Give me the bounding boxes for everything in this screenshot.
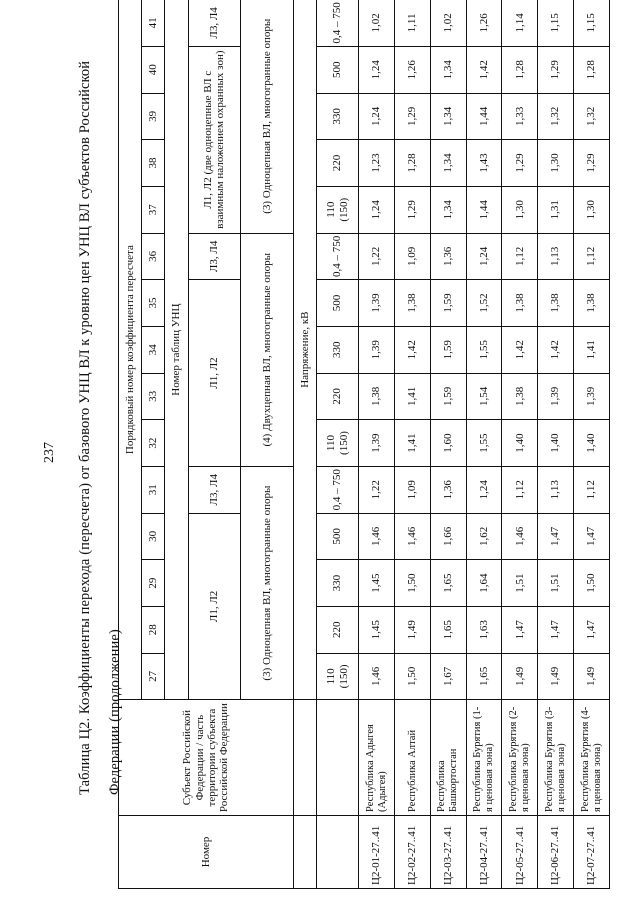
value-cell: 1,34 [430, 140, 466, 187]
value-cell: 1,46 [502, 513, 538, 560]
value-cell: 1,39 [359, 280, 395, 327]
table-row [394, 0, 430, 889]
value-cell: 1,50 [394, 653, 430, 700]
header-coef-number: Порядковый номер коэффициента пересчета [119, 0, 142, 700]
value-cell: 1,24 [466, 233, 502, 280]
value-cell: 1,12 [502, 466, 538, 513]
header-spacer [317, 700, 359, 816]
support-type: (3) Одноцепная ВЛ, многогранные опоры [241, 0, 294, 233]
value-cell: 1,38 [502, 280, 538, 327]
value-cell: 1,47 [574, 606, 610, 653]
header-table-number: Номер таблиц УНЦ [165, 0, 188, 700]
row-region: Республика Бурятия (1-я ценовая зона) [466, 700, 502, 816]
value-cell: 1,47 [574, 513, 610, 560]
value-cell: 1,67 [430, 653, 466, 700]
value-cell: 1,38 [574, 280, 610, 327]
value-cell: 1,38 [359, 373, 395, 420]
table-group: Л1, Л2 [188, 280, 241, 467]
value-cell: 1,49 [502, 653, 538, 700]
value-cell: 1,38 [394, 280, 430, 327]
value-cell: 1,63 [466, 606, 502, 653]
table-group: Л1, Л2 (две одноцепные ВЛ с взаимным наложением охранных зон) [188, 46, 241, 233]
table-group: Л3, Л4 [188, 233, 241, 280]
table-row [359, 0, 395, 889]
value-cell: 1,50 [574, 560, 610, 607]
value-cell: 1,45 [359, 606, 395, 653]
table-row [538, 0, 574, 889]
value-cell: 1,40 [502, 420, 538, 467]
row-code: Ц2-02-27..41 [394, 815, 430, 888]
row-code: Ц2-07-27..41 [574, 815, 610, 888]
row-code: Ц2-05-27..41 [502, 815, 538, 888]
column-number: 27 [142, 653, 165, 700]
value-cell: 1,49 [394, 606, 430, 653]
value-cell: 1,39 [359, 420, 395, 467]
value-cell: 1,36 [430, 233, 466, 280]
row-region: Республика Бурятия (3-я ценовая зона) [538, 700, 574, 816]
value-cell: 1,47 [502, 606, 538, 653]
value-cell: 1,45 [359, 560, 395, 607]
value-cell: 1,29 [394, 186, 430, 233]
value-cell: 1,32 [574, 93, 610, 140]
column-number: 36 [142, 233, 165, 280]
voltage: 110 (150) [317, 420, 359, 467]
value-cell: 1,26 [466, 0, 502, 46]
value-cell: 1,60 [430, 420, 466, 467]
value-cell: 1,54 [466, 373, 502, 420]
row-region: Республика Башкортостан [430, 700, 466, 816]
value-cell: 1,65 [466, 653, 502, 700]
value-cell: 1,15 [538, 0, 574, 46]
row-code: Ц2-03-27..41 [430, 815, 466, 888]
value-cell: 1,42 [466, 46, 502, 93]
table-group: Л3, Л4 [188, 466, 241, 513]
value-cell: 1,55 [466, 326, 502, 373]
value-cell: 1,49 [538, 653, 574, 700]
value-cell: 1,49 [574, 653, 610, 700]
row-region: Республика Бурятия (2-я ценовая зона) [502, 700, 538, 816]
table-body [119, 0, 610, 889]
coefficient-table [118, 0, 610, 889]
value-cell: 1,47 [538, 606, 574, 653]
value-cell: 1,24 [466, 466, 502, 513]
value-cell: 1,59 [430, 280, 466, 327]
row-code: Ц2-01-27..41 [359, 815, 395, 888]
voltage: 500 [317, 46, 359, 93]
column-number: 40 [142, 46, 165, 93]
value-cell: 1,44 [466, 93, 502, 140]
voltage-row [317, 0, 359, 889]
table-row [502, 0, 538, 889]
value-cell: 1,14 [502, 0, 538, 46]
header-spacer [317, 815, 359, 888]
row-region: Республика Бурятия (4-я ценовая зона) [574, 700, 610, 816]
row-code: Ц2-04-27..41 [466, 815, 502, 888]
value-cell: 1,43 [466, 140, 502, 187]
column-number: 41 [142, 0, 165, 46]
value-cell: 1,31 [538, 186, 574, 233]
value-cell: 1,42 [538, 326, 574, 373]
value-cell: 1,46 [359, 513, 395, 560]
support-type: (4) Двухцепная ВЛ, многогранные опоры [241, 233, 294, 466]
value-cell: 1,46 [359, 653, 395, 700]
row-region: Республика Алтай [394, 700, 430, 816]
caption-line-2: Федерации (продолжение) [107, 629, 123, 795]
value-cell: 1,50 [394, 560, 430, 607]
value-cell: 1,12 [574, 233, 610, 280]
voltage: 220 [317, 606, 359, 653]
voltage: 500 [317, 280, 359, 327]
value-cell: 1,65 [430, 606, 466, 653]
value-cell: 1,33 [502, 93, 538, 140]
voltage: 330 [317, 560, 359, 607]
value-cell: 1,28 [502, 46, 538, 93]
row-code: Ц2-06-27..41 [538, 815, 574, 888]
value-cell: 1,29 [574, 140, 610, 187]
value-cell: 1,12 [502, 233, 538, 280]
value-cell: 1,22 [359, 233, 395, 280]
column-number: 29 [142, 560, 165, 607]
value-cell: 1,28 [574, 46, 610, 93]
value-cell: 1,40 [574, 420, 610, 467]
table-row [430, 0, 466, 889]
header-subject: Субъект Российской Федерации / часть территории субъекта Российской Федерации [119, 700, 294, 816]
value-cell: 1,13 [538, 466, 574, 513]
value-cell: 1,38 [502, 373, 538, 420]
value-cell: 1,36 [430, 466, 466, 513]
value-cell: 1,24 [359, 93, 395, 140]
value-cell: 1,22 [359, 466, 395, 513]
value-cell: 1,41 [394, 420, 430, 467]
value-cell: 1,51 [502, 560, 538, 607]
value-cell: 1,02 [359, 0, 395, 46]
value-cell: 1,39 [359, 326, 395, 373]
column-number: 35 [142, 280, 165, 327]
column-number: 34 [142, 326, 165, 373]
value-cell: 1,39 [574, 373, 610, 420]
voltage: 330 [317, 326, 359, 373]
value-cell: 1,39 [538, 373, 574, 420]
header-spacer [293, 700, 316, 816]
value-cell: 1,52 [466, 280, 502, 327]
value-cell: 1,34 [430, 186, 466, 233]
voltage: 500 [317, 513, 359, 560]
value-cell: 1,46 [394, 513, 430, 560]
value-cell: 1,11 [394, 0, 430, 46]
column-number: 33 [142, 373, 165, 420]
table-group: Л3, Л4 [188, 0, 241, 46]
value-cell: 1,44 [466, 186, 502, 233]
value-cell: 1,65 [430, 560, 466, 607]
value-cell: 1,29 [502, 140, 538, 187]
value-cell: 1,51 [538, 560, 574, 607]
value-cell: 1,42 [394, 326, 430, 373]
value-cell: 1,59 [430, 326, 466, 373]
voltage: 110 (150) [317, 186, 359, 233]
value-cell: 1,24 [359, 46, 395, 93]
value-cell: 1,12 [574, 466, 610, 513]
header-number: Номер [119, 815, 294, 888]
value-cell: 1,40 [538, 420, 574, 467]
column-number: 31 [142, 466, 165, 513]
column-number: 28 [142, 606, 165, 653]
value-cell: 1,55 [466, 420, 502, 467]
value-cell: 1,23 [359, 140, 395, 187]
value-cell: 1,64 [466, 560, 502, 607]
value-cell: 1,32 [538, 93, 574, 140]
column-number: 37 [142, 186, 165, 233]
value-cell: 1,34 [430, 46, 466, 93]
voltage: 220 [317, 373, 359, 420]
value-cell: 1,29 [538, 46, 574, 93]
voltage: 0,4 – 750 [317, 466, 359, 513]
column-number: 38 [142, 140, 165, 187]
value-cell: 1,13 [538, 233, 574, 280]
value-cell: 1,30 [538, 140, 574, 187]
voltage: 220 [317, 140, 359, 187]
table-group: Л1, Л2 [188, 513, 241, 700]
voltage: 0,4 – 750 [317, 233, 359, 280]
column-number: 32 [142, 420, 165, 467]
value-cell: 1,62 [466, 513, 502, 560]
value-cell: 1,34 [430, 93, 466, 140]
value-cell: 1,09 [394, 233, 430, 280]
value-cell: 1,28 [394, 140, 430, 187]
value-cell: 1,29 [394, 93, 430, 140]
column-number: 39 [142, 93, 165, 140]
value-cell: 1,59 [430, 373, 466, 420]
table-row [466, 0, 502, 889]
table-row [574, 0, 610, 889]
value-cell: 1,30 [574, 186, 610, 233]
voltage: 330 [317, 93, 359, 140]
value-cell: 1,26 [394, 46, 430, 93]
header-voltage: Напряжение, кВ [293, 0, 316, 700]
header-spacer [293, 815, 316, 888]
value-cell: 1,38 [538, 280, 574, 327]
caption-line-1: Таблица Ц2. Коэффициенты перехода (пересчета) от базового УНЦ ВЛ к уровню цен УНЦ ВЛ субъектов Российской [77, 60, 93, 795]
value-cell: 1,41 [394, 373, 430, 420]
support-type: (3) Одноцепная ВЛ, многогранные опоры [241, 466, 294, 699]
row-region: Республика Адыгея (Адыгея) [359, 700, 395, 816]
voltage: 0,4 – 750 [317, 0, 359, 46]
value-cell: 1,24 [359, 186, 395, 233]
value-cell: 1,42 [502, 326, 538, 373]
value-cell: 1,41 [574, 326, 610, 373]
value-cell: 1,15 [574, 0, 610, 46]
column-number: 30 [142, 513, 165, 560]
value-cell: 1,09 [394, 466, 430, 513]
value-cell: 1,47 [538, 513, 574, 560]
value-cell: 1,66 [430, 513, 466, 560]
voltage: 110 (150) [317, 653, 359, 700]
value-cell: 1,30 [502, 186, 538, 233]
value-cell: 1,02 [430, 0, 466, 46]
page-number: 237 [42, 442, 57, 463]
